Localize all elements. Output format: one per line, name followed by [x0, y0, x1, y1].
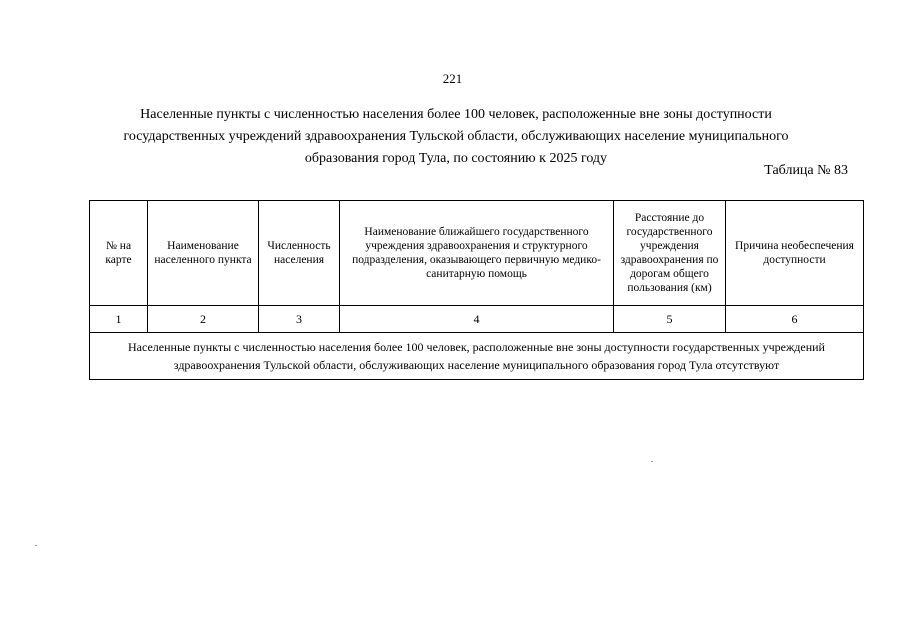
header-cell-map-number: № на карте: [90, 201, 148, 306]
header-cell-reason: Причина необеспечения доступности: [726, 201, 864, 306]
column-number-cell: 1: [90, 306, 148, 333]
column-number-cell: 5: [614, 306, 726, 333]
data-table: [89, 200, 864, 380]
table-note-row: [90, 333, 864, 380]
header-cell-nearest-institution: Наименование ближайшего государственного учреждения здравоохранения и структурного подразделения, оказывающего первичную медико-санитарную помощь: [340, 201, 614, 306]
table-note-cell: Населенные пункты с численностью населения более 100 человек, расположенные вне зоны доступности государственных учреждений здравоохранения Тульской области, обслуживающих население муниципального образования город Тула отсутствуют: [90, 333, 864, 380]
document-title: Населенные пункты с численностью населения более 100 человек, расположенные вне зоны доступности государственных учреждений здравоохранения Тульской области, обслуживающих население муниципального образования город Тула, по состоянию к 2025 году: [123, 107, 789, 166]
column-number-cell: 2: [148, 306, 259, 333]
page-number: 221: [442, 71, 463, 86]
table-header-row: [90, 201, 864, 306]
column-number-cell: 6: [726, 306, 864, 333]
scan-speck: [35, 545, 37, 546]
scan-speck: [651, 461, 653, 462]
column-number-cell: 3: [259, 306, 340, 333]
table-label: Таблица № 83: [764, 163, 848, 178]
header-cell-distance: Расстояние до государственного учреждения здравоохранения по дорогам общего пользования (км): [614, 201, 726, 306]
header-cell-settlement-name: Наименование населенного пункта: [148, 201, 259, 306]
column-number-cell: 4: [340, 306, 614, 333]
header-cell-population: Численность населения: [259, 201, 340, 306]
column-number-row: [90, 306, 864, 333]
